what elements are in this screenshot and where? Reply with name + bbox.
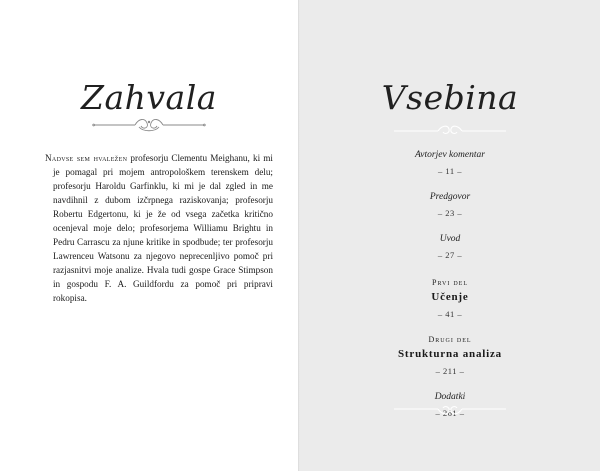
right-page xyxy=(300,0,600,471)
toc-title: Avtorjev komentar xyxy=(415,150,485,160)
toc-page-number: – 261 – xyxy=(435,408,465,418)
flourish-ornament-icon xyxy=(89,116,209,134)
toc-entry-ucenje[interactable] xyxy=(300,278,600,319)
toc-entry-strukturna-analiza[interactable] xyxy=(300,335,600,376)
toc-page-number: – 27 – xyxy=(437,250,463,260)
toc-part-title: Strukturna analiza xyxy=(398,348,502,360)
toc-page-number: – 211 – xyxy=(435,366,465,376)
toc-part-title: Učenje xyxy=(431,291,469,303)
flourish-ornament-icon xyxy=(390,401,510,417)
toc-part-label: Prvi del xyxy=(432,278,468,287)
toc-entry-uvod[interactable] xyxy=(300,234,600,260)
table-of-contents xyxy=(300,150,600,418)
page-title-zahvala: Zahvala xyxy=(81,78,217,117)
page-title-vsebina: Vsebina xyxy=(381,78,519,117)
toc-page-number: – 41 – xyxy=(437,309,463,319)
toc-entry-avtorjev-komentar[interactable] xyxy=(300,150,600,176)
flourish-ornament-icon xyxy=(390,123,510,139)
acknowledgement-text xyxy=(45,151,273,305)
left-page xyxy=(0,0,298,471)
ack-body: profesorju Clementu Meighanu, ki mi je pomagal pri mojem antropološkem terenskem delu; profesorju Haroldu Garfinklu, ki mi je dal zgled in me navdihnil z dubom izčrpnega raziskovanja; profesorju Robertu Edgertonu, ki je že od vsega začetka kritično ocenjeval moje delo; profesorjema Williamu Brightu in Pedru Carrascu za njune kritike in spodbude; ter profesorju Lawrenceu Watsonu za njegovo neprecenljivo pomoč pri razjasnitvi moje analize. Hvala tudi gospe Grace Stimpson in gospodu F. A. Guildfordu za pomoč pri pripravi rokopisa. xyxy=(53,153,273,303)
toc-title: Dodatki xyxy=(434,392,466,402)
toc-entry-predgovor[interactable] xyxy=(300,192,600,218)
toc-part-label: Drugi del xyxy=(428,335,472,344)
toc-page-number: – 23 – xyxy=(437,208,463,218)
toc-title: Uvod xyxy=(439,234,461,244)
ack-lead: Nadvse sem hvaležen xyxy=(45,153,128,163)
toc-title: Predgovor xyxy=(429,192,471,202)
toc-page-number: – 11 – xyxy=(438,166,462,176)
